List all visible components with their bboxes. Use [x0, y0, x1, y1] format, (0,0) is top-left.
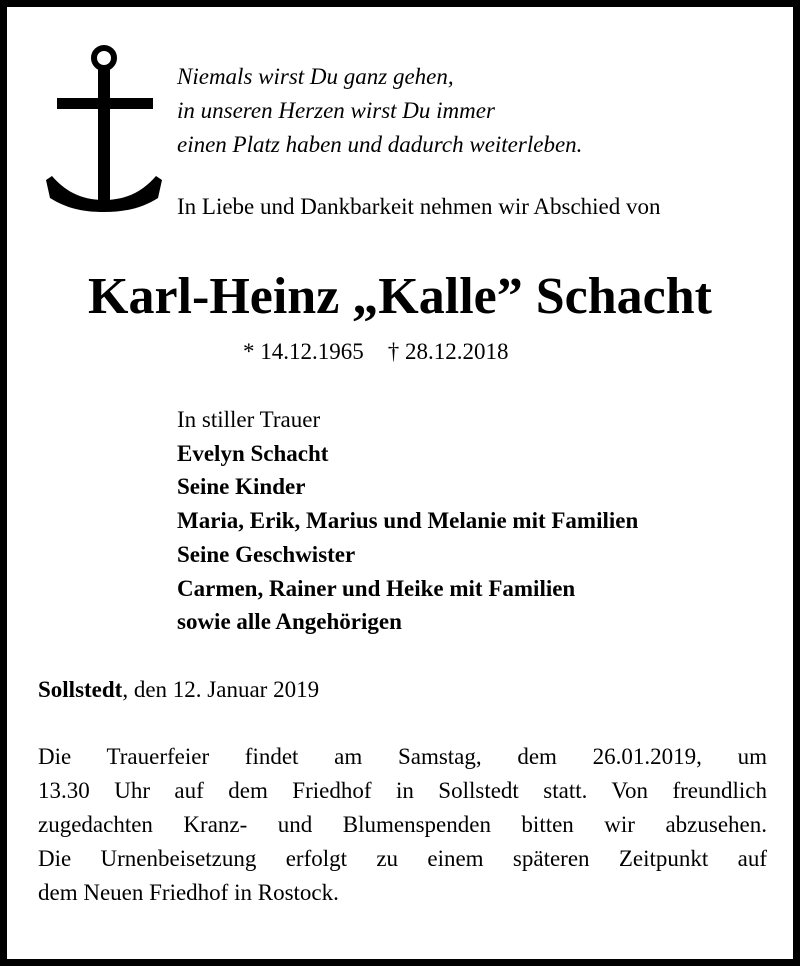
deceased-name: Karl-Heinz „Kalle” Schacht [88, 268, 712, 325]
mourner-line: Seine Geschwister [177, 541, 356, 567]
mourner-line: Seine Kinder [177, 474, 306, 500]
poem-line: einen Platz haben und dadurch weiterleben. [177, 132, 583, 157]
poem-line: Niemals wirst Du ganz gehen, [177, 64, 454, 89]
poem-line: in unseren Herzen wirst Du immer [177, 98, 495, 123]
place-name: Sollstedt [38, 677, 123, 702]
mourners-list [177, 403, 638, 639]
ceremony-info [38, 740, 767, 910]
birth-date: * 14.12.1965 [243, 339, 364, 364]
ceremony-line: 13.30 Uhr auf dem Friedhof in Sollstedt statt. Von freundlich [38, 778, 767, 803]
intro-text: In Liebe und Dankbarkeit nehmen wir Abschied von [177, 194, 661, 219]
ceremony-line: dem Neuen Friedhof in Rostock. [38, 880, 339, 905]
mourners-heading: In stiller Trauer [177, 407, 321, 432]
ceremony-line: Die Urnenbeisetzung erfolgt zu einem späteren Zeitpunkt auf [38, 846, 767, 871]
mourner-line: sowie alle Angehörigen [177, 609, 402, 635]
anchor-icon [38, 38, 163, 218]
mourner-line: Maria, Erik, Marius und Melanie mit Familien [177, 508, 639, 534]
death-date: † 28.12.2018 [387, 339, 509, 364]
place-date [38, 675, 319, 705]
ceremony-line: zugedachten Kranz- und Blumenspenden bitten wir abzusehen. [38, 812, 767, 837]
mourner-line: Evelyn Schacht [177, 440, 329, 466]
poem [177, 60, 582, 162]
life-dates [243, 337, 509, 367]
mourner-line: Carmen, Rainer und Heike mit Familien [177, 575, 576, 601]
notice-date: , den 12. Januar 2019 [122, 677, 320, 702]
ceremony-line: Die Trauerfeier findet am Samstag, dem 26.01.2019, um [38, 744, 767, 769]
